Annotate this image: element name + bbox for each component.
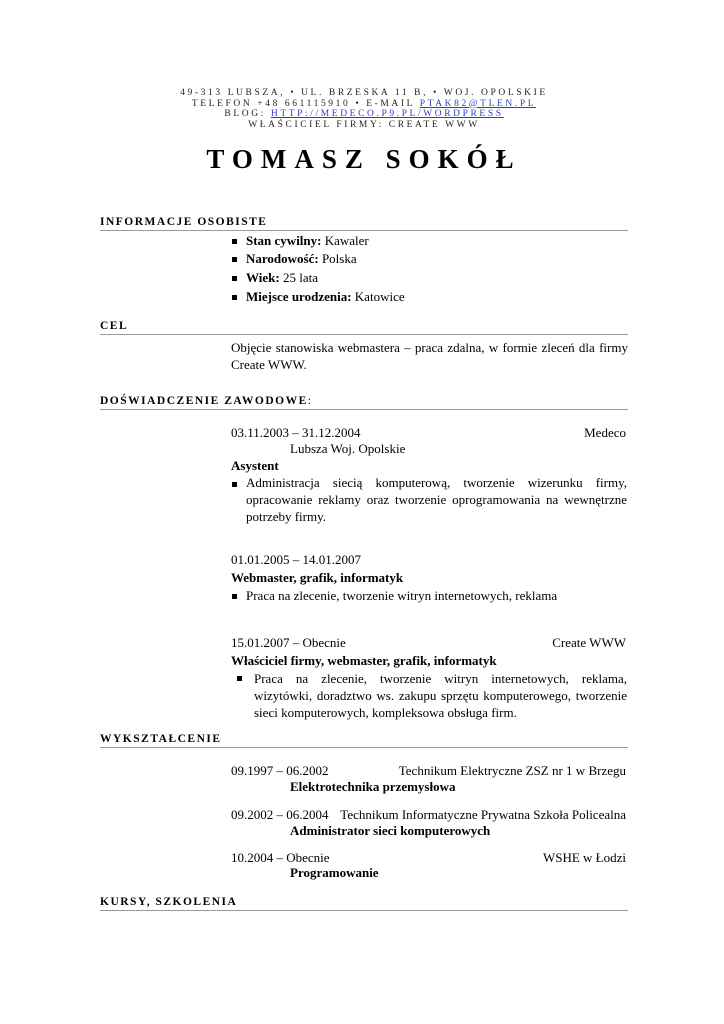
job-company: Create WWW [552,635,626,650]
education-school: WSHE w Łodzi [542,850,626,865]
phone: TELEFON +48 661115910 • E-MAIL [191,98,420,109]
job-position-text: Asystent [231,458,279,473]
experience-title-colon: : [307,395,313,407]
education-field [290,864,379,881]
job-position [231,569,403,586]
job-location: Lubsza Woj. Opolskie [290,441,406,456]
personal-item [232,232,369,250]
personal-item [232,288,405,306]
job-position [231,652,497,669]
item-value: 25 lata [279,270,318,285]
item-label: Miejsce urodzenia: [246,289,352,304]
personal-item [232,250,357,268]
job-description: Praca na zlecenie, tworzenie witryn internetowych, reklama, wizytówki, doradztwo ws. zakupu sprzętu komputerowego, tworzenie sieci komputerowych, kompleksowa obsługa firm. [254,671,627,720]
job-dates: 15.01.2007 – Obecnie [231,635,346,650]
job-description: Administracja siecią komputerową, tworzenie wizerunku firmy, opracowanie reklamy oraz tworzenie oprogramowania na wewnętrzne potrzeby firmy. [246,475,627,524]
goal-text: Objęcie stanowiska webmastera – praca zdalna, w formie zleceń dla firmy Create WWW. [231,340,628,372]
job-dates: 03.11.2003 – 31.12.2004 [231,425,361,440]
bullet-icon [232,594,237,599]
job-description: Praca na zlecenie, tworzenie witryn internetowych, reklama [246,588,558,603]
section-education-title: WYKSZTAŁCENIE [100,732,628,748]
education-dates: 09.1997 – 06.2002 [231,763,329,778]
job-company: Medeco [584,425,626,440]
item-value: Kawaler [321,233,369,248]
bullet-icon [232,239,237,244]
education-field-text: Programowanie [290,865,379,880]
blog-label: BLOG: [224,109,271,119]
education-school: Technikum Elektryczne ZSZ nr 1 w Brzegu [398,763,626,778]
item-label: Stan cywilny: [246,233,322,248]
phone-email-line [100,99,628,110]
bullet-icon [232,482,237,487]
item-value: Katowice [351,289,405,304]
education-dates: 10.2004 – Obecnie [231,850,330,865]
job-dates: 01.01.2005 – 14.01.2007 [231,552,361,567]
section-courses-title: KURSY, SZKOLENIA [100,895,628,911]
job-position-text: Właściciel firmy, webmaster, grafik, informatyk [231,653,497,668]
person-name: TOMASZ SOKÓŁ [206,144,522,174]
address: 49-313 LUBSZA, • UL. BRZESKA 11 B, • WOJ. OPOLSKIE [180,88,548,98]
education-dates: 09.2002 – 06.2004 [231,807,329,822]
personal-item [232,269,318,287]
experience-title-text: DOŚWIADCZENIE ZAWODOWE [100,395,308,407]
job-position-text: Webmaster, grafik, informatyk [231,570,404,585]
education-field-text: Elektrotechnika przemysłowa [290,779,456,794]
item-label: Narodowość: [246,251,319,266]
bullet-icon [232,257,237,262]
education-field [290,822,490,839]
owner-line: WŁAŚCICIEL FIRMY: CREATE WWW [248,119,480,130]
education-school: Technikum Informatyczne Prywatna Szkoła Policealna [340,807,626,822]
education-field [290,778,456,795]
item-value: Polska [318,251,357,266]
blog-line [100,109,628,120]
section-personal-title: INFORMACJE OSOBISTE [100,215,628,231]
education-field-text: Administrator sieci komputerowych [290,823,491,838]
bullet-icon [232,295,237,300]
section-goal-title: CEL [100,319,628,335]
blog-link[interactable]: HTTP://MEDECO.P9.PL/WORDPRESS [270,109,504,119]
job-position [231,457,279,474]
bullet-icon [237,676,242,681]
email-link[interactable]: PTAK82@TLEN.PL [419,98,537,109]
bullet-icon [232,276,237,281]
contact-header [100,88,628,130]
item-label: Wiek: [246,270,280,285]
section-experience-title [100,394,628,410]
